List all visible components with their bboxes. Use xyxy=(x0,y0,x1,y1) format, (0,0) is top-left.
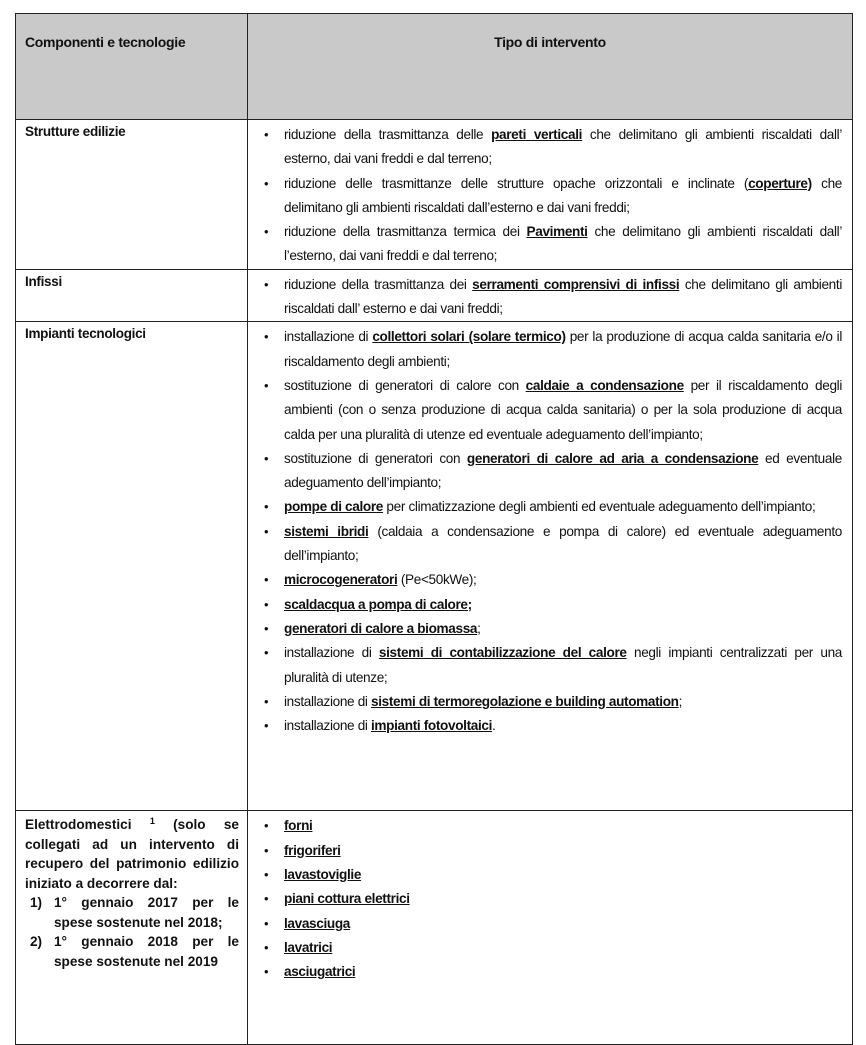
bullet-icon: • xyxy=(264,693,269,709)
bullet-icon: • xyxy=(264,499,269,515)
bullet-icon: • xyxy=(264,276,269,292)
item-text: che delimitano gli ambienti riscaldati dall’ l’esterno, dai vani freddi e dal terreno; xyxy=(284,224,842,264)
item-text: installazione di xyxy=(284,693,371,709)
item-text: per il riscaldamento degli ambienti (con o senza produzione di acqua calda sanitaria) o per la sola produzione di acqua calda per una pluralità di utenze ed eventuale adeguamento dell’impianto; xyxy=(284,377,842,442)
bullet-icon: • xyxy=(264,224,269,240)
item-keyword: caldaie a condensazione xyxy=(525,377,684,393)
appliance-item xyxy=(262,960,842,984)
appliance-name: lavatrici xyxy=(284,939,333,955)
bullet-icon: • xyxy=(264,645,269,661)
bullet-icon: • xyxy=(264,596,269,612)
category-title: Elettrodomestici xyxy=(25,817,132,833)
appliance-item xyxy=(262,887,842,911)
category-strutture: Strutture edilizie xyxy=(16,120,248,270)
item-keyword: generatori di calore ad aria a condensazione xyxy=(466,450,759,466)
bullet-icon: • xyxy=(264,964,269,980)
table-row-infissi xyxy=(16,269,853,322)
bullet-icon: • xyxy=(264,329,269,345)
category-description: (solo se collegati ad un intervento di recupero del patrimonio edilizio iniziato a decorrere dal: xyxy=(25,817,239,891)
category-infissi: Infissi xyxy=(16,269,248,322)
item-text: installazione di xyxy=(284,329,373,345)
item-text: che delimitano gli ambienti riscaldati dall’ esterno e dai vani freddi; xyxy=(284,276,842,317)
item-text: riduzione della trasmittanza termica dei xyxy=(284,224,527,240)
item-keyword: generatori di calore a biomassa xyxy=(284,620,478,636)
list-item xyxy=(262,714,842,738)
list-item xyxy=(262,520,842,569)
item-text: negli impianti centralizzati per una pluralità di utenze; xyxy=(284,645,842,685)
item-keyword: coperture) xyxy=(748,175,812,191)
bullet-icon: • xyxy=(264,718,269,734)
infissi-list xyxy=(262,273,842,322)
item-text: sostituzione di generatori con xyxy=(284,450,467,466)
table-row-impianti xyxy=(16,322,853,811)
item-text: (Pe<50kWe); xyxy=(397,572,477,588)
category-impianti: Impianti tecnologici xyxy=(16,322,248,811)
appliance-name: lavastoviglie xyxy=(284,866,362,882)
list-item xyxy=(262,123,842,172)
item-keyword: sistemi di contabilizzazione del calore xyxy=(378,645,627,661)
header-intervention-type: Tipo di intervento xyxy=(248,14,853,120)
item-text: riduzione della trasmittanza delle xyxy=(284,127,492,142)
item-keyword: collettori solari (solare termico) xyxy=(372,329,566,345)
bullet-icon: • xyxy=(264,127,269,142)
appliance-name: forni xyxy=(284,818,313,834)
list-item xyxy=(262,325,842,374)
item-text: ; xyxy=(477,620,481,636)
category-elettrodomestici xyxy=(16,811,248,1045)
bullet-icon: • xyxy=(264,523,269,539)
appliance-item xyxy=(262,912,842,936)
bullet-icon: • xyxy=(264,939,269,955)
bullet-icon: • xyxy=(264,620,269,636)
item-keyword: pareti verticali xyxy=(491,127,583,142)
item-text: (caldaia a condensazione e pompa di calore) ed eventuale adeguamento dell’impianto; xyxy=(284,523,842,564)
list-item xyxy=(262,593,842,617)
appliance-item xyxy=(262,814,842,838)
interventions-table xyxy=(15,13,853,1045)
item-text: ; xyxy=(678,693,683,709)
list-item xyxy=(262,172,842,221)
item-keyword: Pavimenti xyxy=(526,224,588,240)
bullet-icon: • xyxy=(264,866,269,882)
item-text: riduzione delle trasmittanze delle strutture opache orizzontali e inclinate ( xyxy=(284,175,749,191)
item-text: installazione di xyxy=(284,718,371,734)
appliance-item xyxy=(262,839,842,863)
appliance-item xyxy=(262,863,842,887)
bullet-icon: • xyxy=(264,842,269,858)
item-text: ed eventuale adeguamento dell’impianto; xyxy=(284,450,842,491)
list-item xyxy=(262,273,842,322)
bullet-icon: • xyxy=(264,175,269,191)
item-text: installazione di xyxy=(284,645,379,661)
table-row-elettrodomestici xyxy=(16,811,853,1045)
appliance-item xyxy=(262,936,842,960)
item-keyword: microcogeneratori xyxy=(284,572,398,588)
list-item xyxy=(262,220,842,269)
appliance-name: piani cottura elettrici xyxy=(284,891,410,907)
item-keyword: pompe di calore xyxy=(284,499,383,515)
footnote-marker[interactable]: 1 xyxy=(149,816,155,827)
item-text: sostituzione di generatori di calore con xyxy=(284,377,526,393)
appliance-name: lavasciuga xyxy=(284,915,351,931)
appliance-name: asciugatrici xyxy=(284,964,356,980)
item-text: per climatizzazione degli ambienti ed eventuale adeguamento dell’impianto; xyxy=(383,499,816,515)
item-keyword: impianti fotovoltaici xyxy=(371,718,493,734)
conditions-list xyxy=(25,893,239,971)
list-item xyxy=(262,568,842,592)
bullet-icon: • xyxy=(264,450,269,466)
table-header-row xyxy=(16,14,853,120)
item-text: per la produzione di acqua calda sanitaria e/o il riscaldamento degli ambienti; xyxy=(284,329,842,369)
appliance-name: frigoriferi xyxy=(284,842,341,858)
strutture-list xyxy=(262,123,842,269)
list-item xyxy=(262,447,842,496)
condition-item: 1) 1° gennaio 2017 per le spese sostenute nel 2018; xyxy=(30,895,239,930)
item-text: che delimitano gli ambienti riscaldati dall’esterno e dai vani freddi; xyxy=(284,175,842,215)
list-item xyxy=(262,374,842,447)
item-keyword: scaldacqua a pompa di calore; xyxy=(284,596,472,612)
item-text: . xyxy=(492,718,496,734)
list-item xyxy=(262,690,842,714)
item-text: che delimitano gli ambienti riscaldati dall’ esterno, dai vani freddi e dal terreno; xyxy=(284,127,843,167)
list-item xyxy=(262,495,842,519)
item-keyword: sistemi ibridi xyxy=(284,523,369,539)
bullet-icon: • xyxy=(264,572,269,588)
appliances-list xyxy=(262,814,842,984)
item-text: riduzione della trasmittanza dei xyxy=(284,276,473,292)
bullet-icon: • xyxy=(264,915,269,931)
bullet-icon: • xyxy=(264,377,269,393)
header-components: Componenti e tecnologie xyxy=(16,14,248,120)
bullet-icon: • xyxy=(264,818,269,834)
condition-item: 2) 1° gennaio 2018 per le spese sostenute nel 2019 xyxy=(30,934,239,969)
item-keyword: sistemi di termoregolazione e building automation xyxy=(371,693,679,709)
bullet-icon: • xyxy=(264,891,269,907)
list-item xyxy=(262,617,842,641)
impianti-list xyxy=(262,325,842,738)
item-keyword: serramenti comprensivi di infissi xyxy=(472,276,680,292)
list-item xyxy=(262,641,842,690)
table-row-strutture xyxy=(16,120,853,270)
